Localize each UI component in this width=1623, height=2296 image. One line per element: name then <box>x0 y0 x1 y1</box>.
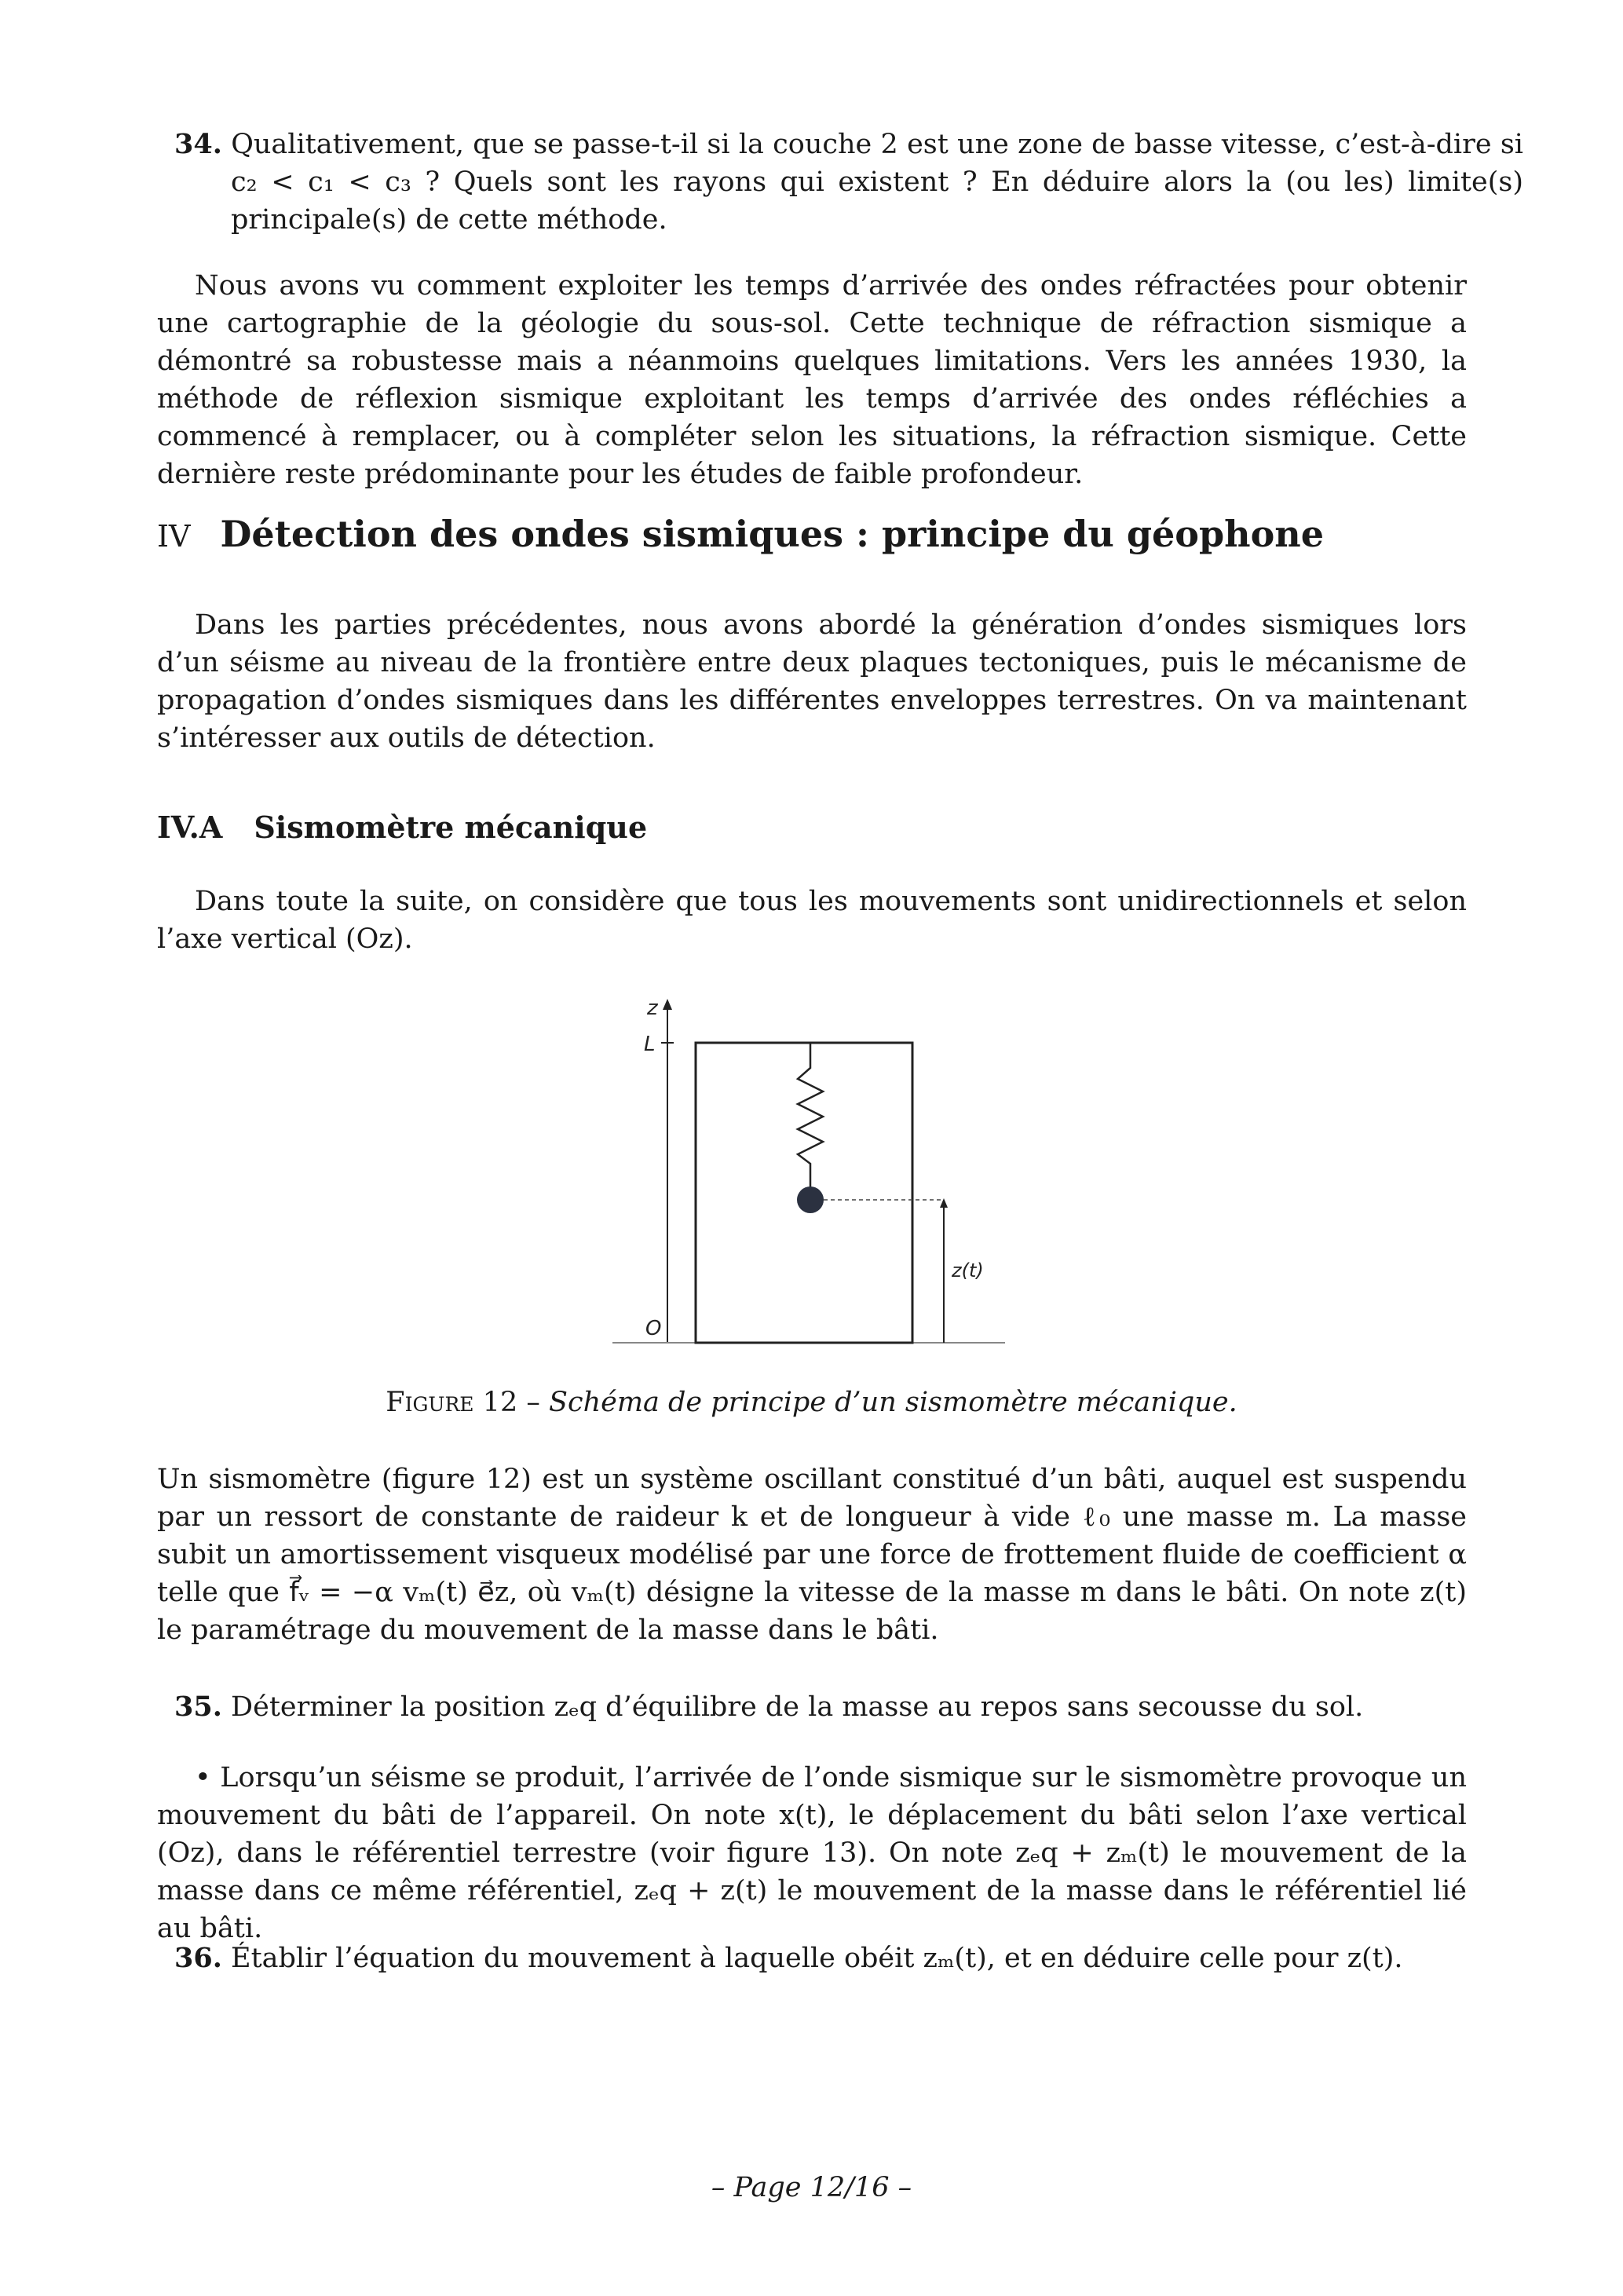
O-label: O <box>645 1317 662 1340</box>
paragraph-axis: Dans toute la suite, on considère que tous les mouvements sont unidirectionnels et selon l’axe vertical (Oz). <box>157 886 1467 955</box>
paragraph-earthquake: • Lorsqu’un séisme se produit, l’arrivée de l’onde sismique sur le sismomètre provoque un mouvement du bâti de l’appareil. On note x(t), le déplacement du bâti selon l’axe vertical (Oz), dans le référentiel terrestre (voir figure 13). On note zₑq + zₘ(t) le mouvement de la masse dans ce même référentiel, zₑq + z(t) le mouvement de la masse dans le référentiel lié au bâti. <box>157 1762 1467 1944</box>
question-number: 35. <box>174 1691 222 1723</box>
question-36 <box>174 1940 1467 1977</box>
spring <box>798 1043 823 1200</box>
paragraph-seismometer: Un sismomètre (figure 12) est un système oscillant constitué d’un bâti, auquel est suspendu par un ressort de constante de raideur k et de longueur à vide ℓ₀ une masse m. La masse subit un amortissement visqueux modélisé par une force de frottement fluide de coefficient α telle que f⃗ᵥ = −α vₘ(t) e⃗z, où vₘ(t) désigne la vitesse de la masse m dans le bâti. On note z(t) le paramétrage du mouvement de la masse dans le bâti. <box>157 1464 1467 1646</box>
zt-label: z(t) <box>952 1260 984 1281</box>
paragraph-refraction: Nous avons vu comment exploiter les temps d’arrivée des ondes réfractées pour obtenir une cartographie de la géologie du sous-sol. Cette technique de réfraction sismique a démontré sa robustesse mais a néanmoins quelques limitations. Vers les années 1930, la méthode de réflexion sismique exploitant les temps d’arrivée des ondes réfléchies a commencé à remplacer, ou à compléter selon les situations, la réfraction sismique. Cette dernière reste prédominante pour les études de faible profondeur. <box>157 270 1467 490</box>
section-heading <box>157 515 1324 555</box>
L-label: L <box>644 1033 656 1056</box>
paragraph-intro: Dans les parties précédentes, nous avons abordé la génération d’ondes sismiques lors d’un séisme au niveau de la frontière entre deux plaques tectoniques, puis le mécanisme de propagation d’ondes sismiques dans les différentes enveloppes terrestres. On va maintenant s’intéresser aux outils de détection. <box>157 609 1467 754</box>
mass <box>797 1186 824 1213</box>
question-35 <box>174 1688 1467 1726</box>
section-title: Détection des ondes sismiques : principe du géophone <box>220 513 1324 555</box>
question-number: 36. <box>174 1942 222 1974</box>
subsection-number: IV.A <box>157 810 223 845</box>
z-axis-arrowhead <box>663 999 672 1010</box>
caption-separator: – <box>517 1387 549 1418</box>
subsection-title: Sismomètre mécanique <box>254 810 648 845</box>
seismometer-diagram <box>605 989 1029 1358</box>
page-footer: – Page 12/16 – <box>711 2172 912 2203</box>
question-number: 34. <box>174 128 222 160</box>
section-number: IV <box>157 519 191 554</box>
question-text: Qualitativement, que se passe-t-il si la couche 2 est une zone de basse vitesse, c’est-à-dire si c₂ < c₁ < c₃ ? Quels sont les rayons qui existent ? En déduire alors la (ou les) limite(s) principale(s) de cette méthode. <box>231 129 1523 236</box>
subsection-heading <box>157 809 647 846</box>
caption-text: Schéma de principe d’un sismomètre mécanique. <box>548 1387 1237 1418</box>
question-text: Déterminer la position zₑq d’équilibre de la masse au repos sans secousse du sol. <box>231 1691 1364 1723</box>
figure-caption <box>0 1384 1623 1421</box>
z-axis-label: z <box>647 996 658 1020</box>
question-34 <box>174 126 1523 239</box>
question-text: Établir l’équation du mouvement à laquelle obéit zₘ(t), et en déduire celle pour z(t). <box>231 1943 1403 1974</box>
figure-number: Figure 12 <box>386 1387 518 1418</box>
zt-arrowhead <box>940 1198 948 1208</box>
